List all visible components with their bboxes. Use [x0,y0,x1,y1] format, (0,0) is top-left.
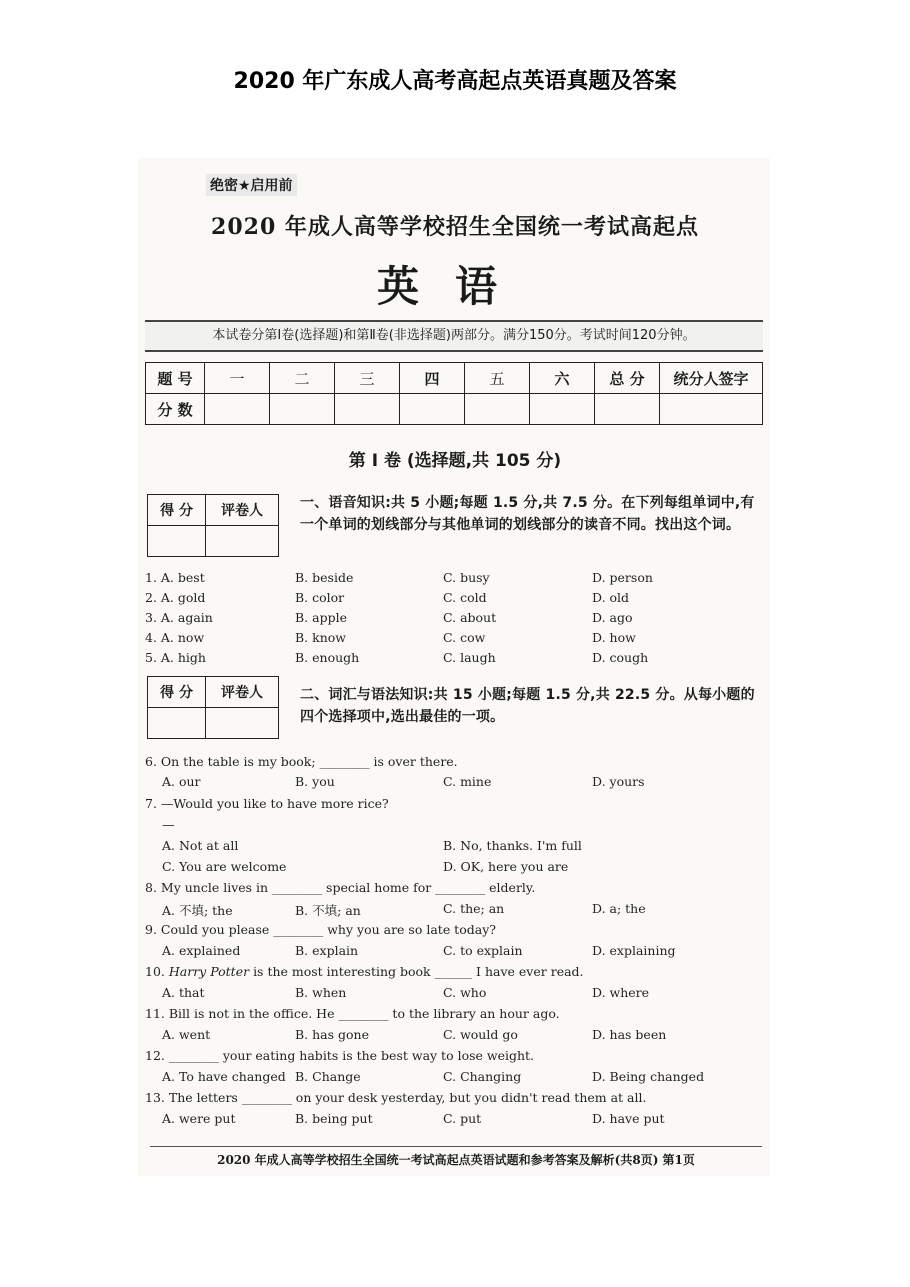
question-text: 12. ________ your eating habits is the best way to lose weight. [145,1048,535,1063]
grader-score-label: 得 分 [148,495,206,526]
score-cell [530,394,595,425]
option-text: C. cow [443,630,486,645]
score-cell: 六 [530,363,595,394]
option-text: C. put [443,1111,482,1126]
option-text: B. Change [295,1069,361,1084]
option-text: B. you [295,774,335,789]
score-cell [465,394,530,425]
score-cell: 题 号 [146,363,205,394]
option-text: C. to explain [443,943,523,958]
option-text: 4. A. now [145,630,205,645]
score-cell: 五 [465,363,530,394]
exam-info-banner: 本试卷分第Ⅰ卷(选择题)和第Ⅱ卷(非选择题)两部分。满分150分。考试时间120分钟。 [145,320,763,352]
option-text: 3. A. again [145,610,213,625]
score-cell [400,394,465,425]
score-cell: 一 [205,363,270,394]
option-text: 2. A. gold [145,590,206,605]
option-text: C. busy [443,570,490,585]
score-table-header-row [146,363,763,394]
score-cell: 总 分 [595,363,660,394]
score-cell [205,394,270,425]
question-text [145,964,584,979]
score-cell [335,394,400,425]
option-text: A. went [162,1027,211,1042]
score-table-value-row [146,394,763,425]
answer-blank: — [162,817,175,832]
page-footer: 2020 年成人高等学校招生全国统一考试高起点英语试题和参考答案及解析(共8页) 第1页 [150,1146,762,1168]
option-text: B. when [295,985,347,1000]
option-text: B. No, thanks. I'm full [443,838,582,853]
option-text: D. cough [592,650,649,665]
score-cell [595,394,660,425]
option-text: 5. A. high [145,650,206,665]
option-text: C. about [443,610,497,625]
option-text: D. have put [592,1111,665,1126]
grader-name-label: 评卷人 [206,495,279,526]
option-text: D. has been [592,1027,667,1042]
grader-score-cell [148,708,206,739]
option-text: C. cold [443,590,487,605]
option-text: B. enough [295,650,360,665]
question-text: 9. Could you please ________ why you are so late today? [145,922,496,937]
score-cell: 三 [335,363,400,394]
secret-mark: 绝密★启用前 [206,174,297,196]
option-text: C. who [443,985,487,1000]
option-text: D. how [592,630,636,645]
option-text: C. mine [443,774,492,789]
option-text: A. To have changed [162,1069,286,1084]
question-number: 10. [145,964,165,979]
option-text: D. yours [592,774,645,789]
question-body: is the most interesting book ______ I have ever read. [253,964,584,979]
score-cell: 分 数 [146,394,205,425]
option-text: B. color [295,590,345,605]
grader-score-cell [148,526,206,557]
question-text: 8. My uncle lives in ________ special home for ________ elderly. [145,880,536,895]
question-text: 11. Bill is not in the office. He ________ to the library an hour ago. [145,1006,560,1021]
grader-box [147,676,279,739]
option-text: A. were put [162,1111,236,1126]
option-text: C. laugh [443,650,496,665]
section-two-instructions: 二、词汇与语法知识:共 15 小题;每题 1.5 分,共 22.5 分。从每小题的四个选择项中,选出最佳的一项。 [300,687,755,725]
option-text: A. our [162,774,201,789]
option-text: A. that [162,985,205,1000]
question-text: 7. —Would you like to have more rice? [145,796,389,811]
option-text: B. know [295,630,346,645]
score-cell: 二 [270,363,335,394]
option-text: A. 不填; the [162,903,233,918]
option-text: D. OK, here you are [443,859,569,874]
option-text: A. explained [162,943,241,958]
grader-name-label: 评卷人 [206,677,279,708]
part-one-title: 第 Ⅰ 卷 (选择题,共 105 分) [348,451,562,471]
question-text: 13. The letters ________ on your desk yesterday, but you didn't read them at all. [145,1090,647,1105]
option-text: D. old [592,590,630,605]
section-one-instructions: 一、语音知识:共 5 小题;每题 1.5 分,共 7.5 分。在下列每组单词中,有一个单词的划线部分与其他单词的划线部分的读音不同。找出这个词。 [300,495,755,533]
grader-score-label: 得 分 [148,677,206,708]
option-text: D. where [592,985,650,1000]
option-text: 1. A. best [145,570,205,585]
option-text: B. apple [295,610,347,625]
option-text: B. explain [295,943,359,958]
grader-box [147,494,279,557]
option-text: B. being put [295,1111,373,1126]
question-text: 6. On the table is my book; ________ is over there. [145,754,458,769]
exam-title: 2020 年成人高等学校招生全国统一考试高起点 [211,214,699,240]
option-text: D. Being changed [592,1069,705,1084]
option-text: B. beside [295,570,354,585]
option-text: A. Not at all [162,838,239,853]
score-cell: 四 [400,363,465,394]
score-cell [660,394,763,425]
option-text: D. person [592,570,653,585]
score-cell [270,394,335,425]
option-text: B. has gone [295,1027,369,1042]
option-text: D. explaining [592,943,676,958]
document-title: 2020 年广东成人高考高起点英语真题及答案 [233,69,677,94]
grader-name-cell [206,526,279,557]
grader-name-cell [206,708,279,739]
option-text: D. ago [592,610,633,625]
book-title: Harry Potter [168,964,250,979]
option-text: C. Changing [443,1069,522,1084]
score-table [145,362,763,425]
score-cell: 统分人签字 [660,363,763,394]
option-text: C. would go [443,1027,518,1042]
option-text: C. You are welcome [162,859,287,874]
option-text: D. a; the [592,901,646,916]
option-text: B. 不填; an [295,903,361,918]
subject-title: 英语 [376,262,533,311]
option-text: C. the; an [443,901,505,916]
